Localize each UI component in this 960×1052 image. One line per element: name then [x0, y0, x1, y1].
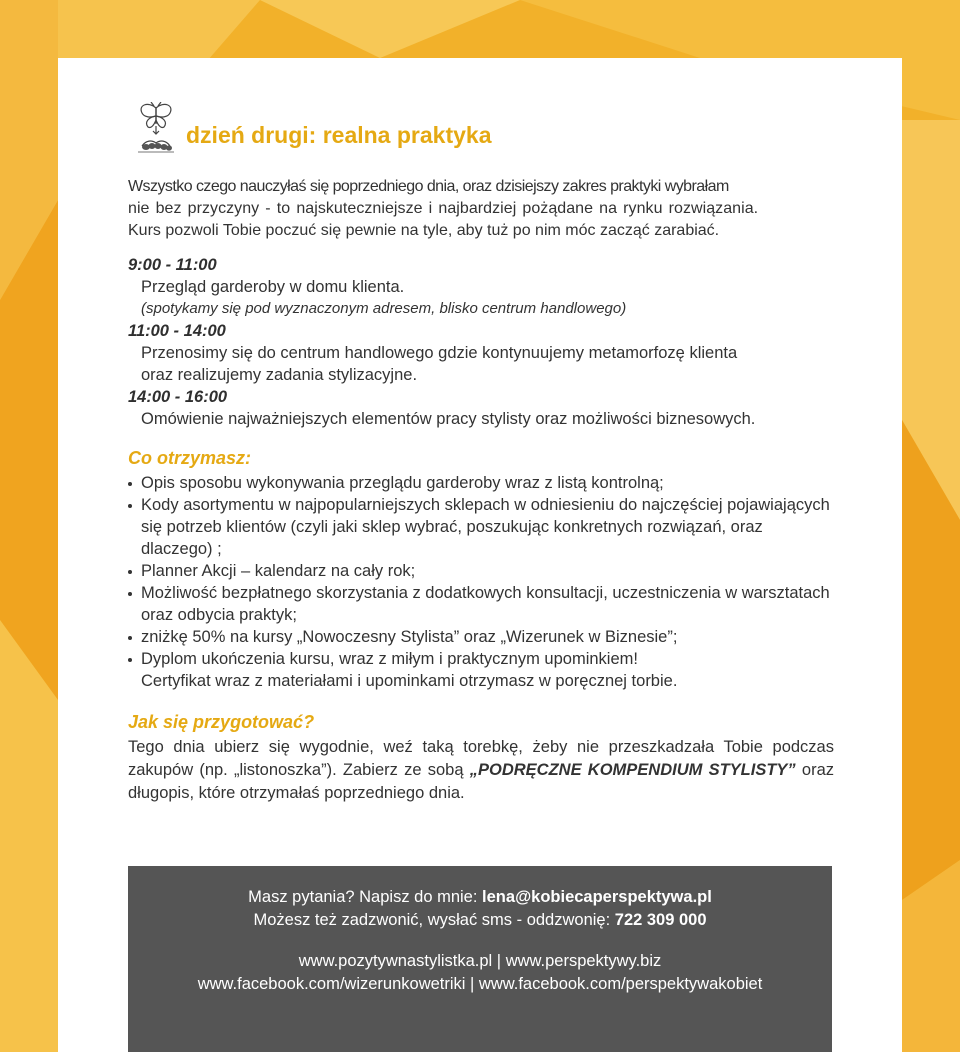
schedule-time-3: 14:00 - 16:00	[128, 388, 228, 406]
how-to-prepare-section	[128, 710, 834, 805]
content-card	[58, 58, 902, 1052]
prepare-text-end: oraz długopis, które otrzymałaś poprzedniego dnia.	[128, 761, 834, 802]
list-item: Dyplom ukończenia kursu, wraz z miłym i praktycznym upominkiem!	[128, 648, 832, 670]
schedule-desc-2a: Przenosimy się do centrum handlowego gdzie kontynuujemy metamorfozę klienta	[141, 344, 738, 362]
list-item: Planner Akcji – kalendarz na cały rok;	[128, 560, 832, 582]
links-block	[128, 950, 832, 996]
list-item: Możliwość bezpłatnego skorzystania z dodatkowych konsultacji, uczestniczenia w warsztatach oraz odbycia praktyk;	[128, 582, 832, 626]
intro-paragraph	[128, 176, 804, 242]
what-you-receive-section	[128, 446, 832, 692]
schedule	[128, 254, 832, 430]
schedule-desc-1: Przegląd garderoby w domu klienta.	[141, 278, 405, 296]
websites-line	[128, 950, 832, 973]
phone-prefix: Możesz też zadzwonić, wysłać sms - oddzwonię:	[253, 911, 615, 929]
schedule-time-1: 9:00 - 11:00	[128, 256, 217, 274]
contact-email-line	[128, 886, 832, 909]
schedule-time-2: 11:00 - 14:00	[128, 322, 226, 340]
contact-footer	[128, 866, 832, 1052]
facebook-link-1[interactable]: www.facebook.com/wizerunkowetriki	[197, 975, 466, 993]
website-link-1[interactable]: www.pozytywnastylistka.pl	[298, 952, 493, 970]
separator: |	[492, 952, 506, 970]
schedule-note-1: (spotykamy się pod wyznaczonym adresem, blisko centrum handlowego)	[141, 300, 627, 317]
prepare-text-start: Tego dnia ubierz się wygodnie, weź taką torebkę, żeby nie przeszkadzała Tobie podczas zakupów (np. „listonoszka”). Zabierz ze sobą	[128, 738, 834, 779]
section-header	[134, 102, 491, 154]
separator: |	[465, 975, 479, 993]
contact-block	[128, 886, 832, 932]
facebook-line	[128, 973, 832, 996]
page-title: dzień drugi: realna praktyka	[186, 122, 492, 148]
schedule-desc-3: Omówienie najważniejszych elementów pracy stylisty oraz możliwości biznesowych.	[141, 410, 756, 428]
receive-list	[128, 472, 832, 670]
intro-line-2: nie bez przyczyny - to najskuteczniejsze i najbardziej pożądane na rynku rozwiązania.	[128, 200, 759, 217]
email-prefix: Masz pytania? Napisz do mnie:	[248, 888, 483, 906]
list-item: zniżkę 50% na kursy „Nowoczesny Stylista” oraz „Wizerunek w Biznesie”;	[128, 626, 832, 648]
list-item: Kody asortymentu w najpopularniejszych sklepach w odniesieniu do najczęściej pojawiających się potrzeb klientów (czyli jaki sklep wybrać, poszukując konkretnych rozwiązań, oraz dlaczego) ;	[128, 494, 832, 560]
prepare-text-kompendium: „PODRĘCZNE KOMPENDIUM STYLISTY”	[469, 761, 796, 779]
receive-title: Co otrzymasz:	[128, 448, 252, 468]
intro-line-3: Kurs pozwoli Tobie poczuć się pewnie na tyle, aby tuż po nim móc zacząć zarabiać.	[128, 222, 720, 239]
intro-line-1: Wszystko czego nauczyłaś się poprzedniego dnia, oraz dzisiejszy zakres praktyki wybrałam	[128, 178, 729, 195]
list-item: Opis sposobu wykonywania przeglądu garderoby wraz z listą kontrolną;	[128, 472, 832, 494]
contact-phone-line	[128, 909, 832, 932]
certificate-note: Certyfikat wraz z materiałami i upominkami otrzymasz w poręcznej torbie.	[141, 672, 678, 690]
phone-number[interactable]: 722 309 000	[614, 911, 707, 929]
prepare-title: Jak się przygotować?	[128, 712, 315, 732]
website-link-2[interactable]: www.perspektywy.biz	[505, 952, 662, 970]
facebook-link-2[interactable]: www.facebook.com/perspektywakobiet	[478, 975, 763, 993]
schedule-desc-2b: oraz realizujemy zadania stylizacyjne.	[141, 366, 418, 384]
butterfly-metamorphosis-icon	[134, 102, 178, 154]
prepare-text	[128, 736, 834, 805]
email-link[interactable]: lena@kobiecaperspektywa.pl	[482, 888, 712, 906]
